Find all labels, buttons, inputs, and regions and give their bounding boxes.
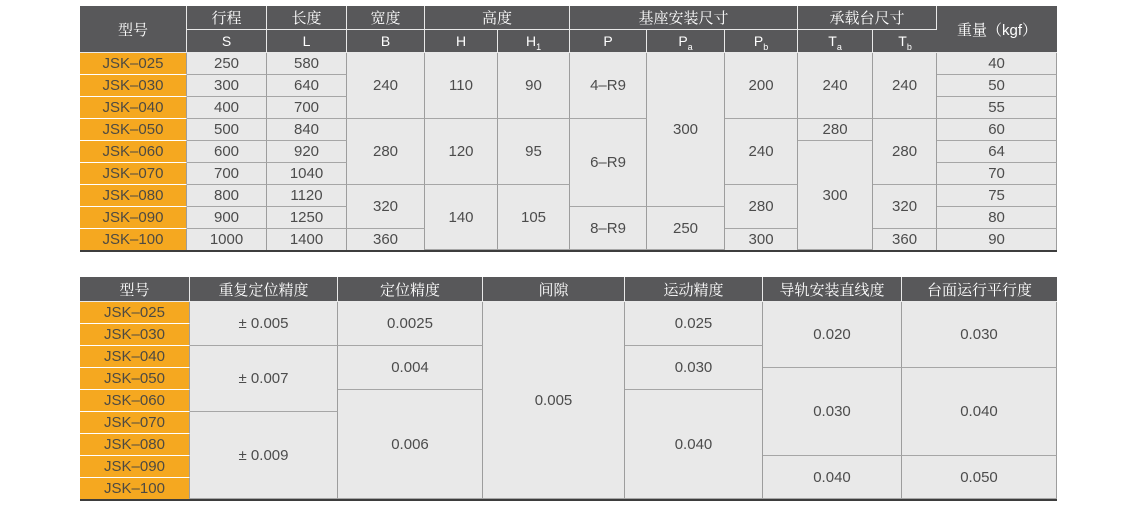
cell-tb: 320 <box>873 185 937 229</box>
cell-pa: 250 <box>647 207 725 250</box>
cell-ta: 240 <box>798 53 873 119</box>
cell-height-h: 140 <box>425 185 498 250</box>
cell-model: JSK–025 <box>80 302 190 324</box>
t1-subheader-p: P <box>570 30 647 53</box>
dimensions-table <box>80 6 1057 252</box>
t2-header-parallelism: 台面运行平行度 <box>902 277 1057 302</box>
cell-stroke: 300 <box>187 75 267 97</box>
t1-subheader-ta: $T_a$ <box>798 30 873 53</box>
cell-ta: 280 <box>798 119 873 141</box>
cell-length: 1400 <box>267 229 347 250</box>
cell-parallelism: 0.040 <box>902 368 1057 456</box>
cell-model: JSK–060 <box>80 390 190 412</box>
cell-positioning: 0.006 <box>338 390 483 499</box>
t1-subheader-s: S <box>187 30 267 53</box>
t1-subheader-h: H <box>425 30 498 53</box>
cell-model: JSK–090 <box>80 207 187 229</box>
cell-ta: 300 <box>798 141 873 250</box>
t2-header-straightness: 导轨安装直线度 <box>763 277 902 302</box>
cell-weight: 75 <box>937 185 1057 207</box>
cell-weight: 80 <box>937 207 1057 229</box>
cell-model: JSK–060 <box>80 141 187 163</box>
cell-height-h: 110 <box>425 53 498 119</box>
table-row <box>80 53 1057 75</box>
t2-header-motion: 运动精度 <box>625 277 763 302</box>
t1-subheader-pb: $P_b$ <box>725 30 798 53</box>
cell-motion: 0.040 <box>625 390 763 499</box>
t2-header-clearance: 间隙 <box>483 277 625 302</box>
t1-header-row-groups <box>80 6 1057 30</box>
cell-length: 920 <box>267 141 347 163</box>
cell-weight: 60 <box>937 119 1057 141</box>
cell-height-h1: 105 <box>498 185 570 250</box>
cell-straightness: 0.020 <box>763 302 902 368</box>
t1-header-length: 长度 <box>267 6 347 30</box>
cell-repeatability: ± 0.009 <box>190 412 338 499</box>
cell-positioning: 0.004 <box>338 346 483 390</box>
t1-header-base-mount: 基座安装尺寸 <box>570 6 798 30</box>
cell-width-b: 360 <box>347 229 425 250</box>
cell-model: JSK–040 <box>80 346 190 368</box>
cell-length: 1120 <box>267 185 347 207</box>
cell-stroke: 1000 <box>187 229 267 250</box>
t1-header-model: 型号 <box>80 6 187 53</box>
cell-pa: 300 <box>647 53 725 207</box>
cell-tb: 240 <box>873 53 937 119</box>
t1-subheader-l: L <box>267 30 347 53</box>
t1-subheader-b: B <box>347 30 425 53</box>
t1-header-stroke: 行程 <box>187 6 267 30</box>
t1-header-carriage: 承载台尺寸 <box>798 6 937 30</box>
cell-clearance: 0.005 <box>483 302 625 499</box>
cell-parallelism: 0.050 <box>902 456 1057 499</box>
cell-weight: 55 <box>937 97 1057 119</box>
cell-straightness: 0.040 <box>763 456 902 499</box>
cell-stroke: 250 <box>187 53 267 75</box>
cell-p: 8–R9 <box>570 207 647 250</box>
cell-positioning: 0.0025 <box>338 302 483 346</box>
cell-weight: 50 <box>937 75 1057 97</box>
t1-header-width: 宽度 <box>347 6 425 30</box>
t1-header-weight: 重量（kgf） <box>937 6 1057 53</box>
cell-model: JSK–070 <box>80 412 190 434</box>
cell-width-b: 320 <box>347 185 425 229</box>
cell-model: JSK–025 <box>80 53 187 75</box>
cell-model: JSK–030 <box>80 75 187 97</box>
precision-table <box>80 277 1057 501</box>
cell-weight: 40 <box>937 53 1057 75</box>
t2-header-row <box>80 277 1057 302</box>
cell-repeatability: ± 0.005 <box>190 302 338 346</box>
cell-length: 840 <box>267 119 347 141</box>
cell-p: 6–R9 <box>570 119 647 207</box>
t1-subheader-tb: $T_b$ <box>873 30 937 53</box>
table-row <box>80 119 1057 141</box>
cell-parallelism: 0.030 <box>902 302 1057 368</box>
table-row <box>80 302 1057 324</box>
cell-length: 640 <box>267 75 347 97</box>
t2-header-positioning: 定位精度 <box>338 277 483 302</box>
cell-length: 580 <box>267 53 347 75</box>
cell-model: JSK–080 <box>80 185 187 207</box>
cell-p: 4–R9 <box>570 53 647 119</box>
cell-stroke: 800 <box>187 185 267 207</box>
cell-weight: 90 <box>937 229 1057 250</box>
cell-length: 1250 <box>267 207 347 229</box>
cell-stroke: 900 <box>187 207 267 229</box>
cell-model: JSK–040 <box>80 97 187 119</box>
cell-weight: 70 <box>937 163 1057 185</box>
t1-header-row-symbols <box>80 30 1057 53</box>
cell-width-b: 280 <box>347 119 425 185</box>
cell-model: JSK–050 <box>80 119 187 141</box>
t1-subheader-h1: $H_1$ <box>498 30 570 53</box>
cell-tb: 280 <box>873 119 937 185</box>
cell-height-h1: 95 <box>498 119 570 185</box>
cell-height-h1: 90 <box>498 53 570 119</box>
cell-tb: 360 <box>873 229 937 250</box>
t1-subheader-pa: $P_a$ <box>647 30 725 53</box>
cell-model: JSK–050 <box>80 368 190 390</box>
cell-repeatability: ± 0.007 <box>190 346 338 412</box>
cell-length: 700 <box>267 97 347 119</box>
cell-model: JSK–090 <box>80 456 190 478</box>
t1-header-height: 高度 <box>425 6 570 30</box>
cell-straightness: 0.030 <box>763 368 902 456</box>
cell-stroke: 600 <box>187 141 267 163</box>
cell-pb: 280 <box>725 185 798 229</box>
table-row <box>80 185 1057 207</box>
cell-model: JSK–030 <box>80 324 190 346</box>
cell-pb: 200 <box>725 53 798 119</box>
cell-height-h: 120 <box>425 119 498 185</box>
cell-width-b: 240 <box>347 53 425 119</box>
cell-stroke: 400 <box>187 97 267 119</box>
cell-pb: 300 <box>725 229 798 250</box>
cell-stroke: 700 <box>187 163 267 185</box>
cell-model: JSK–080 <box>80 434 190 456</box>
cell-model: JSK–100 <box>80 229 187 250</box>
cell-length: 1040 <box>267 163 347 185</box>
cell-model: JSK–100 <box>80 478 190 499</box>
cell-stroke: 500 <box>187 119 267 141</box>
t2-header-repeatability: 重复定位精度 <box>190 277 338 302</box>
cell-model: JSK–070 <box>80 163 187 185</box>
t2-header-model: 型号 <box>80 277 190 302</box>
cell-motion: 0.025 <box>625 302 763 346</box>
cell-pb: 240 <box>725 119 798 185</box>
cell-motion: 0.030 <box>625 346 763 390</box>
cell-weight: 64 <box>937 141 1057 163</box>
